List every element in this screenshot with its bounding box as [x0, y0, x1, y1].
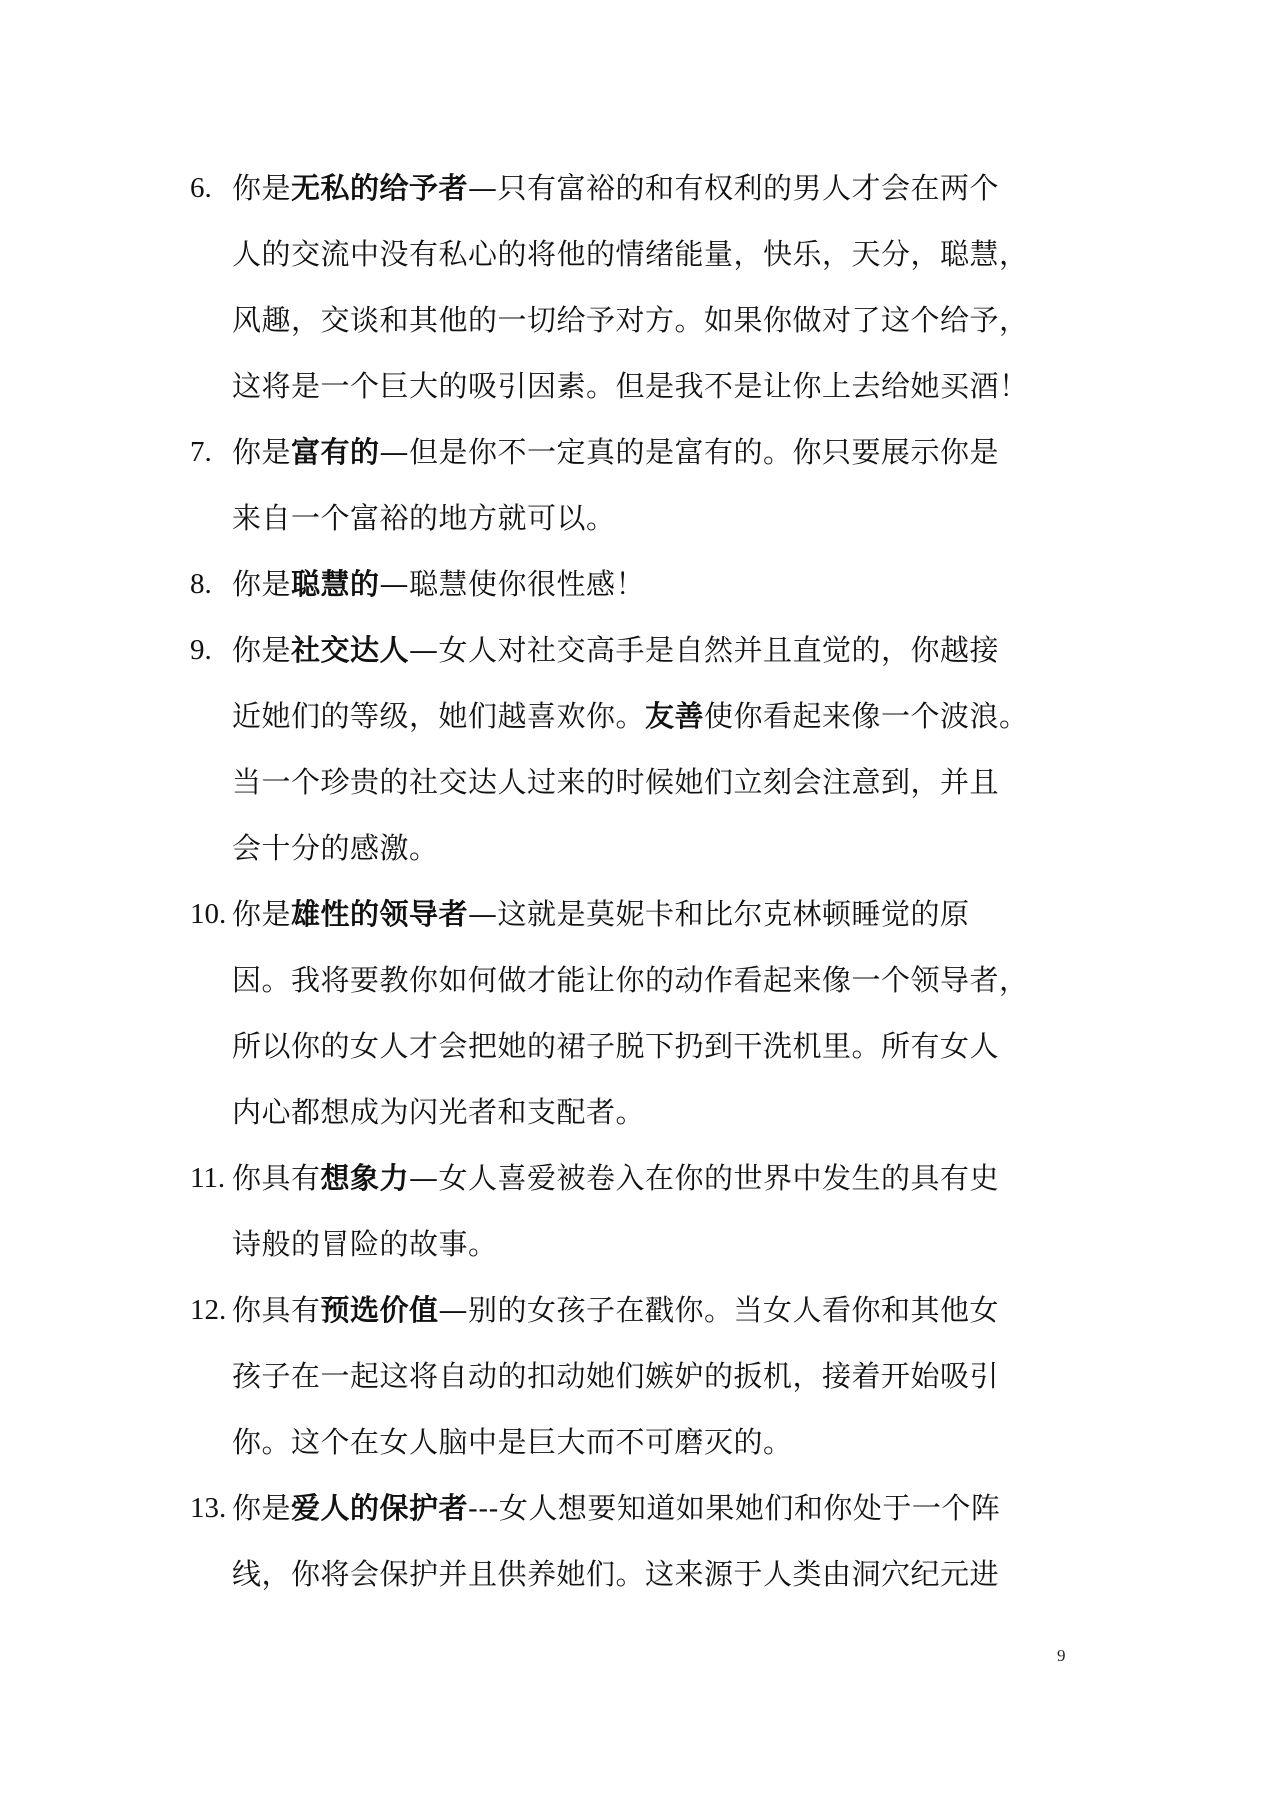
text-run: —只有富裕的和有权利的男人才会在两个 [468, 171, 1000, 205]
text-run: —别的女孩子在戳你。当女人看你和其他女 [438, 1293, 1000, 1327]
text-run: 这将是一个巨大的吸引因素。但是我不是让你上去给她买酒！ [232, 369, 1029, 403]
bold-term: 富有的 [291, 435, 380, 469]
item-number: 11. [190, 1162, 226, 1194]
item-number: 7. [190, 436, 212, 468]
item-text [232, 617, 1090, 881]
text-line [232, 485, 1090, 551]
numbered-list [190, 155, 1090, 1607]
text-line [232, 1475, 1090, 1541]
item-text [232, 155, 1090, 419]
text-line [232, 815, 1090, 881]
text-line [232, 551, 1090, 617]
item-number: 9. [190, 634, 212, 666]
list-item [190, 551, 1090, 617]
item-number: 6. [190, 172, 212, 204]
list-item [190, 419, 1090, 551]
text-run: 风趣，交谈和其他的一切给予对方。如果你做对了这个给予， [232, 303, 1029, 337]
text-run: 你。这个在女人脑中是巨大而不可磨灭的。 [232, 1425, 793, 1459]
text-run: 你是 [232, 1491, 292, 1525]
item-number: 13. [190, 1492, 227, 1524]
bold-term: 预选价值 [320, 1293, 439, 1327]
list-item [190, 1277, 1090, 1475]
text-run: 你是 [232, 171, 292, 205]
text-line [232, 1277, 1090, 1343]
bold-term: 友善 [645, 699, 705, 733]
list-item [190, 617, 1090, 881]
bold-term: 想象力 [320, 1161, 410, 1195]
text-run: 近她们的等级，她们越喜欢你。 [232, 699, 646, 733]
bold-term: 聪慧的 [291, 567, 380, 601]
text-run: 你具有 [232, 1161, 321, 1195]
bold-term: 社交达人 [291, 633, 410, 667]
item-text [232, 1277, 1090, 1475]
item-number: 12. [190, 1294, 227, 1326]
text-run: 因。我将要教你如何做才能让你的动作看起来像一个领导者， [232, 963, 1029, 997]
text-run: —但是你不一定真的是富有的。你只要展示你是 [379, 435, 1000, 469]
text-line [232, 947, 1090, 1013]
bold-term: 爱人的保护者 [291, 1491, 469, 1525]
item-text [232, 1145, 1090, 1277]
text-run: 你是 [232, 633, 292, 667]
text-run: 你是 [232, 435, 292, 469]
text-run: 诗般的冒险的故事。 [232, 1227, 498, 1261]
text-run: 来自一个富裕的地方就可以。 [232, 501, 616, 535]
text-line [232, 749, 1090, 815]
bold-term: 雄性的领导者 [291, 897, 469, 931]
item-number: 10. [190, 898, 227, 930]
text-run: 你是 [232, 897, 292, 931]
text-run: 你是 [232, 567, 292, 601]
text-line [232, 155, 1090, 221]
text-line [232, 353, 1090, 419]
text-line [232, 1013, 1090, 1079]
text-line [232, 1541, 1090, 1607]
list-item [190, 155, 1090, 419]
list-item [190, 1475, 1090, 1607]
text-run: ---女人想要知道如果她们和你处于一个阵 [468, 1491, 1001, 1525]
text-run: —女人喜爱被卷入在你的世界中发生的具有史 [409, 1161, 1000, 1195]
text-run: 所以你的女人才会把她的裙子脱下扔到干洗机里。所有女人 [232, 1029, 1000, 1063]
text-line [232, 683, 1090, 749]
text-run: 会十分的感激。 [232, 831, 439, 865]
text-line [232, 1343, 1090, 1409]
text-run: —这就是莫妮卡和比尔克林顿睡觉的原 [468, 897, 970, 931]
text-run: —聪慧使你很性感！ [379, 567, 646, 601]
item-text [232, 551, 1090, 617]
text-line [232, 1145, 1090, 1211]
text-run: 人的交流中没有私心的将他的情绪能量，快乐，天分，聪慧， [232, 237, 1029, 271]
item-text [232, 1475, 1090, 1607]
bold-term: 无私的给予者 [291, 171, 469, 205]
text-line [232, 419, 1090, 485]
page-number: 9 [1057, 1646, 1066, 1665]
text-line [232, 1211, 1090, 1277]
text-line [232, 1079, 1090, 1145]
text-line [232, 617, 1090, 683]
text-line [232, 881, 1090, 947]
text-run: 孩子在一起这将自动的扣动她们嫉妒的扳机，接着开始吸引 [232, 1359, 1000, 1393]
text-line [232, 287, 1090, 353]
list-item [190, 881, 1090, 1145]
text-run: 使你看起来像一个波浪。 [704, 699, 1029, 733]
list-item [190, 1145, 1090, 1277]
text-run: 线，你将会保护并且供养她们。这来源于人类由洞穴纪元进 [232, 1557, 1000, 1591]
item-text [232, 419, 1090, 551]
text-line [232, 221, 1090, 287]
text-run: 内心都想成为闪光者和支配者。 [232, 1095, 646, 1129]
item-number: 8. [190, 568, 212, 600]
text-run: 你具有 [232, 1293, 321, 1327]
text-line [232, 1409, 1090, 1475]
item-text [232, 881, 1090, 1145]
text-run: —女人对社交高手是自然并且直觉的，你越接 [409, 633, 1000, 667]
text-run: 当一个珍贵的社交达人过来的时候她们立刻会注意到，并且 [232, 765, 1000, 799]
